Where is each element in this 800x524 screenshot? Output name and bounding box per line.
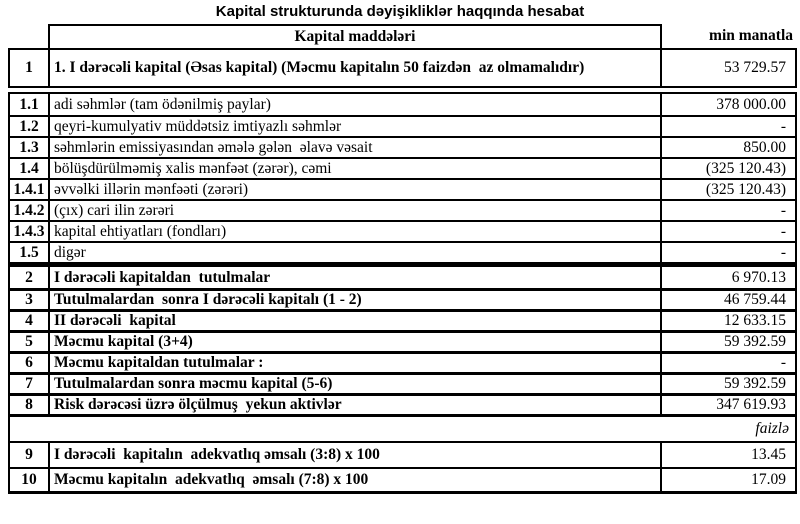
- row-number: 1.2: [19, 117, 39, 135]
- row-number: 7: [25, 375, 33, 392]
- row-label: 1. I dərəcəli kapital (Əsas kapital) (Məcmu kapitalın 50 faizdən az olmamalıdır): [48, 50, 660, 86]
- row-number: 1.4.2: [13, 201, 45, 219]
- table-row: [10, 115, 795, 136]
- row-value: -: [660, 222, 791, 241]
- row-value: (325 120.43): [660, 180, 791, 199]
- page-title: Kapital strukturunda dəyişikliklər haqqında hesabat: [215, 3, 585, 20]
- row-number: 1.5: [19, 243, 39, 261]
- table-row: [10, 50, 795, 86]
- row-value: 46 759.44: [660, 291, 791, 309]
- row-label: əvvəlki illərin mənfəəti (zərəri): [48, 180, 660, 199]
- row-number: 6: [25, 354, 33, 371]
- table-row: [10, 267, 795, 288]
- section-capital-totals: [8, 264, 797, 417]
- row-label: Tutulmalardan sonra I dərəcəli kapitalı (1 - 2): [48, 291, 660, 309]
- row-label: Tutulmalardan sonra məcmu kapital (5-6): [48, 375, 660, 393]
- table-row: [10, 330, 795, 351]
- table-row: [10, 309, 795, 330]
- row-value: 17.09: [660, 469, 791, 491]
- row-label: digər: [48, 243, 660, 262]
- row-label: bölüşdürülməmiş xalis mənfəət (zərər), cəmi: [48, 159, 660, 178]
- row-number: 1.4.3: [13, 222, 45, 240]
- row-value: 347 619.93: [660, 396, 791, 414]
- row-value: 850.00: [660, 138, 791, 157]
- row-value: -: [660, 117, 791, 136]
- table-row: [10, 94, 795, 115]
- table-row: [10, 178, 795, 199]
- row-number: 1.4.1: [13, 180, 45, 198]
- percent-unit-label: faizlə: [755, 420, 789, 437]
- row-label: I dərəcəli kapitalın adekvatlıq əmsalı (3:8) x 100: [48, 443, 660, 467]
- header-unit-label: min manatla: [709, 27, 793, 44]
- row-value: (325 120.43): [660, 159, 791, 178]
- row-label: kapital ehtiyatları (fondları): [48, 222, 660, 241]
- section-capital-components: [8, 92, 797, 264]
- table-row: [10, 443, 795, 467]
- row-value: 59 392.59: [660, 375, 791, 393]
- row-label: qeyri-kumulyativ müddətsiz imtiyazlı səhmlər: [48, 117, 660, 136]
- row-number: 4: [25, 312, 33, 329]
- table-row: [10, 288, 795, 309]
- row-label: I dərəcəli kapitaldan tutulmalar: [48, 267, 660, 288]
- percent-unit-row: [8, 417, 797, 441]
- section-tier1-capital: [8, 48, 797, 88]
- row-number: 2: [25, 268, 33, 286]
- row-label: səhmlərin emissiyasından əmələ gələn əlavə vəsait: [48, 138, 660, 157]
- table-row: [10, 372, 795, 393]
- table-row: [10, 157, 795, 178]
- row-label: Məcmu kapitalın adekvatlıq əmsalı (7:8) x 100: [48, 469, 660, 491]
- row-value: 13.45: [660, 443, 791, 467]
- row-value: 378 000.00: [660, 94, 791, 115]
- row-number: 8: [25, 396, 33, 413]
- row-number: 1: [25, 59, 33, 76]
- table-row: [10, 199, 795, 220]
- table-row: [10, 351, 795, 372]
- capital-structure-table: [8, 24, 797, 494]
- table-row: [10, 393, 795, 414]
- row-value: 6 970.13: [660, 267, 791, 288]
- row-number: 10: [21, 471, 37, 488]
- row-number: 3: [25, 291, 33, 308]
- row-value: -: [660, 201, 791, 220]
- row-number: 1.4: [19, 159, 39, 177]
- table-row: [10, 467, 795, 491]
- section-adequacy-ratios: [8, 441, 797, 494]
- row-value: 59 392.59: [660, 333, 791, 351]
- table-row: [10, 220, 795, 241]
- table-header-row: [48, 24, 797, 48]
- row-value: -: [660, 354, 791, 372]
- table-row: [10, 417, 795, 441]
- row-label: II dərəcəli kapital: [48, 312, 660, 330]
- row-label: Məcmu kapitaldan tutulmalar :: [48, 354, 660, 372]
- row-value: 12 633.15: [660, 312, 791, 330]
- row-value: -: [660, 243, 791, 262]
- row-label: (çıx) cari ilin zərəri: [48, 201, 660, 220]
- row-value: 53 729.57: [660, 50, 791, 86]
- row-label: Məcmu kapital (3+4): [48, 333, 660, 351]
- row-number: 1.1: [19, 95, 39, 113]
- row-number: 9: [25, 446, 33, 463]
- row-label: Risk dərəcəsi üzrə ölçülmuş yekun aktivlər: [48, 396, 660, 414]
- row-label: adi səhmlər (tam ödənilmiş paylar): [48, 94, 660, 115]
- row-number: 5: [25, 333, 33, 350]
- table-row: [10, 241, 795, 262]
- header-items-label: Kapital maddələri: [48, 24, 662, 48]
- table-row: [10, 136, 795, 157]
- row-number: 1.3: [19, 138, 39, 156]
